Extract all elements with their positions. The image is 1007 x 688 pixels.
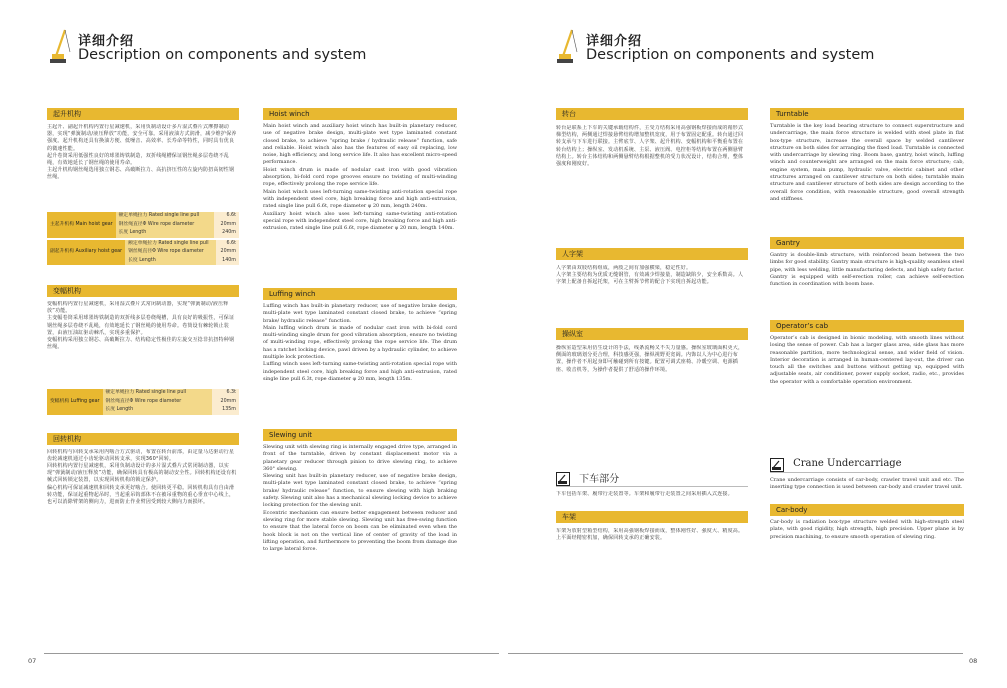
spec-group: 主起升机构 Main hoist gear	[47, 212, 116, 238]
section-text: Main hoist winch and auxiliary hoist winch has built-in planetary reducer, use of negative brake design, multi-plate wet type laminated constant closed brake, to achieve “spring brake / hydraulic release” function, safe and reliable. Hoist winch also has the features of easy oil replacing, low noise, high efficiency, and long service life. It also has excellent micro-speed performance. Hoist winch drum is made of nodular cast iron with good vibration absorption, bi-fold cord rope grooves ensure no twisting of multi-winding rope, effectively prolong the rope service life. Main hoist winch uses left-turning same-twisting anti-rotation special rope with independent steel core, high breaking force and high anti-extrusion, rated single line pull 6.6t, rope diameter φ 20 mm, length 240m. Auxiliary hoist winch also uses left-turning same-twisting anti-rotation special rope with independent steel core, high breaking force and high anti-extrusion, rated single line pull 6.6t, rope diameter φ 20 mm, length 140m.	[263, 123, 457, 232]
section-heading: Operator’s cab	[770, 320, 964, 332]
section-heading: 起升机构	[47, 108, 239, 120]
crane-icon	[557, 28, 579, 64]
column-right-en	[770, 108, 964, 598]
section-text: Gantry is double-limb structure, with reinforced beam between the two limbs for good stability. Gantry main structure is high-quality seamless steel pipe, with less welding, little manufacturing defects, and high safety factor. Gantry is equipped with self-erection roller, can achieve self-erection function in coordination with boom base.	[770, 252, 964, 288]
section-heading: 车架	[556, 511, 748, 523]
section-heading: 转台	[556, 108, 748, 120]
spec-table-aux-hoist	[47, 240, 239, 266]
section-text: 人字架由双肢结构组成，两肢之间有加强横梁，稳定性好。 人字架主要结构为优质无缝钢管，有效减少焊接量，制造缺陷少，安全系数高。人字架上配备自拆起托架，可在主臂拆节臂的配合下实现自拆起功能。	[556, 265, 744, 286]
section-text: Turntable is the key load bearing structure to connect superstructure and undercarriage, the main force structure is welded with steel plate in flat box-type structure, increase the overall space by welded cantilever structure on both sides for arranging the fixed load. Turntable is connected with undercarriage by slewing ring. Boom base, gantry, hoist winch, luffing winch and counterweight are arranged on the main force structure; cab, engine system, main pump, hydraulic valve, electric cabinet and other structures arranged on cantilever structure on both sides; turntable main structure and cantilever structure of both sides are design according to the overall force condition, with reasonable structure, good overall strength and stiffness.	[770, 123, 964, 202]
section-text: Operator’s cab is designed in bionic modeling, with smooth lines without losing the sense of power. Cab has a larger glass area, side glass has more reasonable partition, more technological sense, and wider field of vision. Interior decoration is arranged in human-centered lay-out, the driver can touch all the switches and buttons without getting up, equipped with adjustable seats, air conditioner, power supply socket, radio, etc., provides the operator with a comfortable operation environment.	[770, 335, 964, 385]
section-text: 操纵室造型采用仿生设计的手法，线条流畅又不失力量感。操纵室玻璃面积更大，侧面的玻璃划分更合理，科技感更强，操纵视野更宽阔。内饰以人为中心进行布置，操作者不用起身即可触碰到所有按键。配置可调式座椅、冷暖空调、电源插座、收音机等，为操作者提供了舒适的操作环境。	[556, 345, 744, 373]
spec-param: 额定单绳拉力 Rated single line pull	[125, 240, 216, 249]
section-text: 转台是联系上下车的关键承载结构件，主受力结构采用高强钢板焊接而成的箱形式梯型结构，两侧通过焊接悬臂结构增加整机宽度，用于布置固定配重。转台通过回转支承与下车进行联接。主臂底节、人字架、起升机构、变幅机构和平衡重布置在转台结构上；操纵室、发动机系统、主泵、液压阀、电控柜等结构布置在两侧悬臂结构上。转台主体结构和两侧悬臂结构根据整机的受力状况设计，结构合理，整体强度和刚度好。	[556, 125, 744, 168]
spec-param: 钢丝绳直径Φ Wire rope diameter	[103, 398, 212, 407]
spec-param: 钢丝绳直径Φ Wire rope diameter	[116, 221, 215, 230]
spec-value: 20mm	[214, 221, 239, 230]
spec-group: 副起升机构 Auxiliary hoist gear	[47, 240, 125, 266]
section-heading: 回转机构	[47, 433, 239, 445]
undercarriage-heading	[770, 453, 964, 469]
section-heading: 操纵室	[556, 328, 748, 340]
divider	[770, 472, 964, 473]
spec-param: 额定单绳拉力 Rated single line pull	[103, 389, 212, 398]
section-heading: Turntable	[770, 108, 964, 120]
section-heading: Luffing winch	[263, 288, 457, 300]
section-text: 主起升、副起升机构内置行星减速机，采用负制动设计多片湿式叠片式摩擦制动器，实现“弹簧制动/液压释放”功能，安全可靠。采用液油方式润滑，减少维护保养强度。起升机构还具有换油方便、低噪音、高效率、长寿命等特性，同时具有优良的微速性能。 起升卷筒采用低强性良好的球墨铸铁制造，双折线绳槽保证钢丝绳多层卷绕不乱绳，有效地延长了钢丝绳的使用寿命。 主起升机构钢丝绳选用独立钢芯、高破断拉力、高抗挤压性的左旋内防扭高韧性钢丝绳。	[47, 124, 237, 181]
section-heading: 人字架	[556, 248, 748, 260]
section-text: 变幅机构内置行星减速机，采用湿式叠片式常闭制动器，实现“弹簧制动/液压释放”功能。 主变幅卷筒采用球墨铸铁制造的双折线多层卷绕绳槽，具有良好的吸振性，可保证钢丝绳多层卷绕不乱绳，有效地延长了钢丝绳的使用寿命。卷筒设有棘轮锁止装置，由液压油缸驱动棘爪，实现多重保护。 变幅机构采用独立钢芯、高破断拉力、结构稳定性极佳的左旋交互捻非抗扭特种钢丝绳。	[47, 301, 235, 351]
divider	[556, 486, 748, 487]
spec-param: 额定单绳拉力 Rated single line pull	[116, 212, 215, 221]
spec-group: 变幅机构 Luffing gear	[47, 389, 103, 415]
spec-value: 6.6t	[216, 240, 239, 249]
section-heading: Gantry	[770, 237, 964, 249]
page-number-left	[28, 648, 37, 665]
page-number-right	[969, 648, 978, 665]
section-text: 回转机构与回转支承采用内啮合方式驱动，布置在转台前部，由定量马达驱动行星齿轮减速机通过小齿轮驱动回转支承，实现360°回转。 回转机构内置行星减速机，采用负制动设计的多片湿式叠片式常闭制动器，以实现“弹簧制动/液压释放”功能，确保回转具有极高的制动安全性。回转机构还设有机械式回转锁定装置，以实现回转机构的锁定保护。 偏心机构可保证减速机和回转支承更好啮合。使回转更平稳。回转机构具有自由滑转功能，保证起重物起吊时，当起重吊钩部体不在被吊重物的重心垂直中心线上，也可以消除臂架的侧向力，进而防止作业臂因受到较大侧向力而损坏。	[47, 448, 237, 505]
page-title-en: Description on components and system	[78, 47, 367, 63]
crane-icon	[50, 28, 72, 64]
column-right-cn	[556, 108, 748, 594]
spec-value: 135m	[212, 406, 239, 415]
section-heading: Car-body	[770, 504, 964, 516]
spec-param: 长度 Length	[103, 406, 212, 415]
section-text: Car-body is radiation box-type structure welded with high-strength steel plate, with good rigidity, high strength, high precision. Upper plane is by precision machining, to ensure smooth operation of slewing ring.	[770, 519, 964, 540]
footer-line-left	[44, 653, 499, 654]
spec-value: 6.6t	[214, 212, 239, 221]
page-title-cn: 详细介绍	[78, 34, 135, 49]
spec-value: 140m	[216, 257, 239, 266]
header-left	[50, 26, 450, 66]
spec-table-luffing	[47, 389, 239, 415]
crawler-crane-icon	[556, 471, 570, 485]
spec-value: 20mm	[216, 248, 239, 257]
section-heading: Slewing unit	[263, 429, 457, 441]
section-text: 下车包括车架、履带行走装置等。车架和履带行走装置之间采用插入式连接。	[556, 491, 733, 497]
page-number-text: 07	[28, 657, 37, 665]
header-right	[557, 26, 957, 66]
page-number-text: 08	[969, 657, 978, 665]
section-heading: Crane Undercarriage	[793, 458, 902, 469]
section-text: Luffing winch has built-in planetary reducer, use of negative brake design, multi-plate wet type laminated constant closed brake, to achieve “spring brake/ hydraulic release” function. Main luffing winch drum is made of nodular cast iron with bi-fold cord multi-winding single drum for good vibration absorption, ensure no twisting of multi-winding rope, effectively prolong the rope service life. The drum has a ratchet locking device, pawl driven by a hydraulic cylinder, to achieve multiple lock protection. Luffing winch uses left-turning same-twisting anti-rotation special rope with independent steel core, high breaking force and high anti-extrusion, rated single line pull 6.3t, rope diameter φ 20 mm, length 135m.	[263, 303, 457, 382]
section-heading: 变幅机构	[47, 285, 239, 297]
spec-value: 6.3t	[212, 389, 239, 398]
section-text: Crane undercarriage consists of car-body, crawler travel unit and etc. The inserting type connection is used between car-body and crawler travel unit.	[770, 477, 964, 491]
crawler-crane-icon	[770, 457, 784, 471]
column-left-en	[263, 108, 457, 590]
spec-table-main-hoist	[47, 212, 239, 238]
undercarriage-heading	[556, 467, 748, 483]
footer-line-right	[508, 653, 963, 654]
section-text: 车架为放射型箱型结构，采用高强钢板焊接而成，整体刚性好、强度大、精度高。上平面经精密机加，确保回转支承的正确安装。	[556, 528, 744, 542]
spec-param: 长度 Length	[125, 257, 216, 266]
section-heading: Hoist winch	[263, 108, 457, 120]
section-text: Slewing unit with slewing ring is internally engaged drive type, arranged in front of the turntable, driven by constant displacement motor via a planetary gear reducer through pinion to drive slewing ring, to achieve 360° slewing. Slewing unit has built-in planetary reducer, use of negative brake design, multi-plate wet type laminated constant closed brake, to achieve “spring brake/ hydraulic release” function, to ensure slewing with high braking safety. Slewing unit also has a mechanical slewing locking device to achieve locking protection for the slewing unit. Eccentric mechanism can ensure better engagement between reducer and slewing ring for more stable slewing. Slewing unit has free-swing function to ensure that the lateral force on boom can be eliminated even when the hook block is not on the vertical line of center of gravity of the load in lifting operation, and furthermore to preventing the boom from damage due to large lateral force.	[263, 444, 457, 553]
column-left-cn	[47, 108, 239, 618]
page-title-en: Description on components and system	[586, 47, 875, 63]
spec-value: 20mm	[212, 398, 239, 407]
spec-value: 240m	[214, 229, 239, 238]
spec-param: 长度 Length	[116, 229, 215, 238]
spec-param: 钢丝绳直径Φ Wire rope diameter	[125, 248, 216, 257]
section-heading: 下车部分	[579, 474, 620, 485]
page-title-cn: 详细介绍	[586, 34, 643, 49]
